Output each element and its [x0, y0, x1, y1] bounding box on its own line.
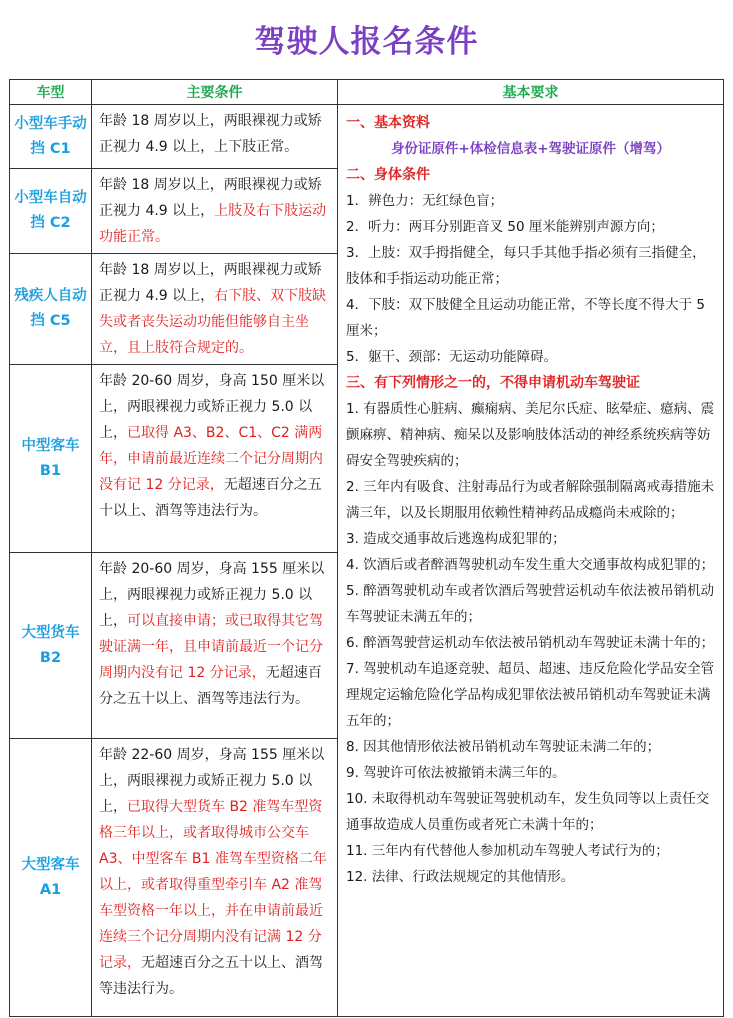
vehicle-type: 小型车手动挡 C1: [10, 105, 92, 169]
disqualify-item: 10. 未取得机动车驾驶证驾驶机动车，发生负同等以上责任交通事故造成人员重伤或者死亡未满十年的；: [346, 791, 710, 833]
disqualify-item: 2. 三年内有吸食、注射毒品行为或者解除强制隔离戒毒措施未满三年，以及长期服用依赖性精神药品成瘾尚未戒除的；: [346, 479, 715, 521]
page-title: 驾驶人报名条件: [254, 24, 479, 60]
main-conditions: [92, 365, 338, 553]
disqualify-item: 12. 法律、行政法规规定的其他情形。: [346, 869, 575, 885]
vehicle-type: 大型客车 A1: [10, 739, 92, 1017]
disqualify-item: 8. 因其他情形依法被吊销机动车驾驶证未满二年的；: [346, 739, 661, 755]
header-vehicle-type: 车型: [10, 80, 92, 105]
cond-text: 年龄 20-60 周岁，身高 150 厘米以上，两眼裸视力或矫正视力 5.0 以上，: [99, 373, 325, 441]
main-conditions: [92, 739, 338, 1017]
cond-highlight: 已取得大型货车 B2 准驾车型资格三年以上，或者取得城市公交车 A3、中型客车 B1 准驾车型资格二年以上，或者取得重型牵引车 A2 准驾车型资格一年以上，并在申请前最近连续三个记分周期内没有记满 12 分记录，: [99, 799, 327, 971]
cond-text: 年龄 20-60 周岁，身高 155 厘米以上，两眼裸视力或矫正视力 5.0 以上，: [99, 561, 325, 629]
cond-highlight: 已取得 A3、B2、C1、C2 满两年，申请前最近连续二个记分周期内没有记 12 分记录，: [99, 425, 323, 493]
physical-item: 3．上肢：双手拇指健全，每只手其他手指必须有三指健全，肢体和手指运动功能正常；: [346, 245, 706, 287]
section-basic-docs-line: 身份证原件+体检信息表+驾驶证原件（增驾）: [390, 141, 671, 157]
disqualify-item: 9. 驾驶许可依法被撤销未满三年的。: [346, 765, 566, 781]
header-main-conditions: 主要条件: [92, 80, 338, 105]
section-disqualify-title: 三、有下列情形之一的，不得申请机动车驾驶证: [346, 375, 640, 391]
main-conditions: [92, 105, 338, 169]
cond-text: 年龄 22-60 周岁，身高 155 厘米以上，两眼裸视力或矫正视力 5.0 以上，: [99, 747, 325, 815]
cond-text-after: 无超速百分之五十以上、酒驾等违法行为。: [99, 955, 323, 997]
main-conditions: [92, 553, 338, 739]
cond-highlight: 上肢及右下肢运动功能正常。: [99, 203, 327, 245]
disqualify-item: 4. 饮酒后或者醉酒驾驶机动车发生重大交通事故构成犯罪的；: [346, 557, 715, 573]
main-conditions: [92, 169, 338, 254]
section-physical-title: 二、身体条件: [346, 167, 430, 183]
disqualify-item: 5. 醉酒驾驶机动车或者饮酒后驾驶营运机动车依法被吊销机动车驾驶证未满五年的；: [346, 583, 715, 625]
disqualify-item: 7. 驾驶机动车追逐竞驶、超员、超速、违反危险化学品安全管理规定运输危险化学品构成犯罪依法被吊销机动车驾驶证未满五年的；: [346, 661, 715, 729]
physical-item: 2．听力：两耳分别距音叉 50 厘米能辨别声源方向；: [346, 219, 664, 235]
physical-item: 1．辨色力：无红绿色盲；: [346, 193, 504, 209]
vehicle-type: 大型货车 B2: [10, 553, 92, 739]
vehicle-type: 小型车自动挡 C2: [10, 169, 92, 254]
header-basic-requirements: 基本要求: [338, 80, 724, 105]
cond-text: 年龄 18 周岁以上，两眼裸视力或矫正视力 4.9 以上，: [99, 177, 322, 219]
disqualify-item: 1. 有器质性心脏病、癫痫病、美尼尔氏症、眩晕症、癔病、震颤麻痹、精神病、痴呆以及影响肢体活动的神经系统疾病等妨碍安全驾驶疾病的；: [346, 401, 715, 469]
vehicle-type: 残疾人自动挡 C5: [10, 254, 92, 365]
disqualify-item: 3. 造成交通事故后逃逸构成犯罪的；: [346, 531, 566, 547]
table-header-row: [10, 80, 724, 105]
basic-requirements-cell: [338, 105, 724, 1017]
cond-highlight: 可以直接申请；或已取得其它驾驶证满一年，且申请前最近一个记分周期内没有记 12 分记录，: [99, 613, 323, 681]
cond-text-after: 无超速百分之五十以上、酒驾等违法行为。: [99, 665, 322, 707]
cond-text: 年龄 18 周岁以上，两眼裸视力或矫正视力 4.9 以上，: [99, 262, 322, 304]
cond-text-after: 无超速百分之五十以上、酒驾等违法行为。: [99, 477, 322, 519]
main-conditions: [92, 254, 338, 365]
physical-item: 5．躯干、颈部：无运动功能障碍。: [346, 349, 558, 365]
requirements-table: [9, 79, 724, 1017]
cond-highlight: 右下肢、双下肢缺失或者丧失运动功能但能够自主坐立，且上肢符合规定的。: [99, 288, 327, 356]
table-row: [10, 105, 724, 169]
vehicle-type: 中型客车 B1: [10, 365, 92, 553]
disqualify-item: 6. 醉酒驾驶营运机动车依法被吊销机动车驾驶证未满十年的；: [346, 635, 715, 651]
section-basic-docs-title: 一、基本资料: [346, 115, 430, 131]
cond-text: 年龄 18 周岁以上，两眼裸视力或矫正视力 4.9 以上，上下肢正常。: [99, 113, 322, 155]
physical-item: 4．下肢：双下肢健全且运动功能正常，不等长度不得大于 5 厘米；: [346, 297, 705, 339]
disqualify-item: 11. 三年内有代替他人参加机动车驾驶人考试行为的；: [346, 843, 669, 859]
